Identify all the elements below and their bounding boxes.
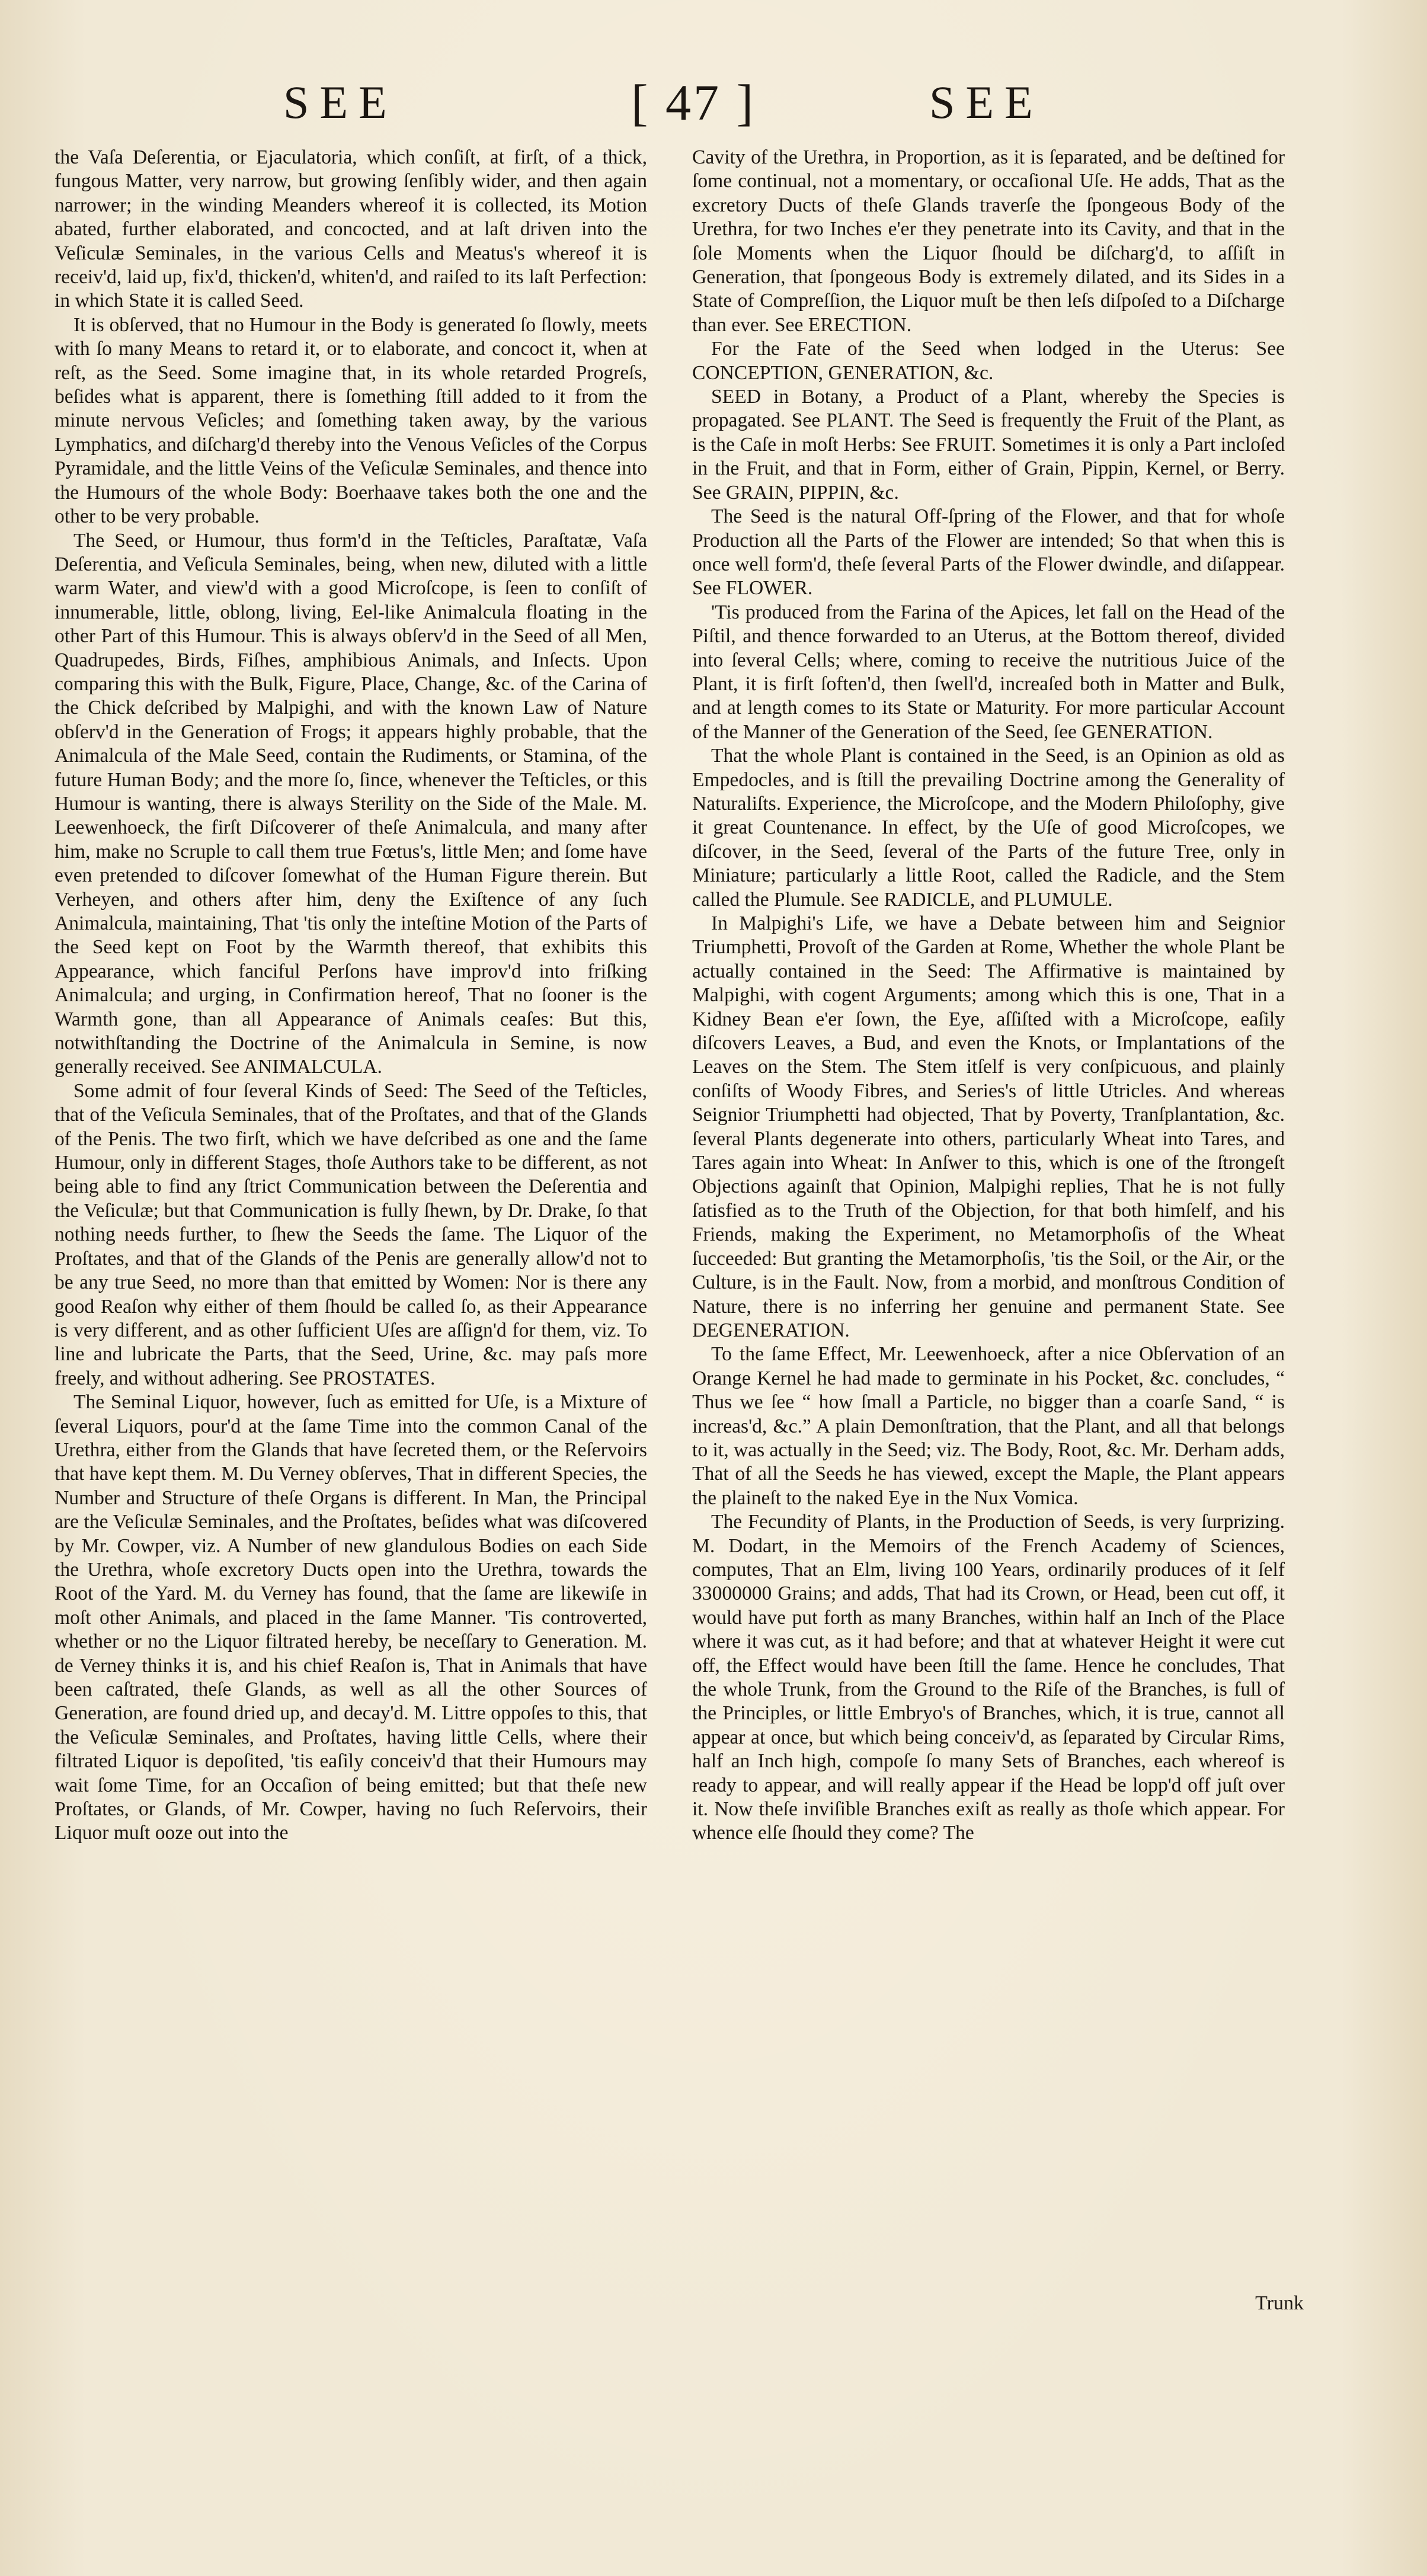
paragraph: It is obſerved, that no Humour in the Body is generated ſo ſlowly, meets with ſo many Means to retard it, or to elaborate, and concoct it, when at reſt, as the Seed. Some imagine that, in its whole retarded Progreſs, beſides what is apparent, there is ſomething ſtill added to it from the minute nervous Veſicles; and ſomething taken away, by the various Lymphatics, and diſcharg'd thereby into the Venous Veſicles of the Corpus Pyramidale, and the little Veins of the Veſiculæ Seminales, and thence into the Humours of the whole Body: Boerhaave takes both the one and the other to be very probable.: [55, 313, 647, 528]
paragraph: The Fecundity of Plants, in the Production of Seeds, is very ſurprizing. M. Dodart, in the Memoirs of the French Academy of Sciences, computes, That an Elm, living 100 Years, ordinarily produces of it ſelf 33000000 Grains; and adds, That had its Crown, or Head, been cut off, it would have put forth as many Branches, within half an Inch of the Place where it was cut, as it had before; and that at whatever Height it were cut off, the Effect would have been ſtill the ſame. Hence he concludes, That the whole Trunk, from the Ground to the Riſe of the Branches, is full of the Principles, or little Embryo's of Branches, which, it is true, cannot all appear at once, but which being conceiv'd, as ſeparated by Circular Rims, half an Inch high, compoſe ſo many Sets of Branches, each whereof is ready to appear, and will really appear if the Head be lopp'd off juſt over it. Now theſe inviſible Branches exiſt as really as thoſe which appear. For whence elſe ſhould they come? The: [692, 1511, 1285, 1844]
paragraph: To the ſame Effect, Mr. Leewenhoeck, after a nice Obſervation of an Orange Kernel he had made to germinate in his Pocket, &c. concludes, “ Thus we ſee “ how ſmall a Particle, no bigger than a coarſe Sand, “ is increas'd, &c.” A plain Demonſtration, that the Plant, and all that belongs to it, was actually in the Seed; viz. The Body, Root, &c. Mr. Derham adds, That of all the Seeds he has viewed, except the Maple, the Plant appears the plaineſt to the naked Eye in the Nux Vomica.: [692, 1343, 1285, 1509]
paragraph: The Seminal Liquor, however, ſuch as emitted for Uſe, is a Mixture of ſeveral Liquors, pour'd at the ſame Time into the common Canal of the Urethra, either from the Glands that have ſecreted them, or the Reſervoirs that have kept them. M. Du Verney obſerves, That in different Species, the Number and Structure of theſe Organs is different. In Man, the Principal are the Veſiculæ Seminales, and the Proſtates, beſides what was diſcovered by Mr. Cowper, viz. A Number of new glandulous Bodies on each Side the Urethra, whoſe excretory Ducts open into the Urethra, towards the Root of the Yard. M. du Verney has found, that the ſame are likewiſe in moſt other Animals, and placed in the ſame Manner. 'Tis controverted, whether or no the Liquor filtrated hereby, be neceſſary to Generation. M. de Verney thinks it is, and his chief Reaſon is, That in Animals that have been caſtrated, theſe Glands, as well as all the other Sources of Generation, are found dried up, and decay'd. M. Littre oppoſes to this, that the Veſiculæ Seminales, and Proſtates, having little Cells, where their filtrated Liquor is depoſited, 'tis eaſily conceiv'd that their Humours may wait ſome Time, for an Occaſion of being emitted; but that theſe new Proſtates, or Glands, of Mr. Cowper, having no ſuch Reſervoirs, their Liquor muſt ooze out into the: [55, 1391, 647, 1844]
running-head: [0, 70, 1427, 135]
paragraph: Some admit of four ſeveral Kinds of Seed: The Seed of the Teſticles, that of the Veſicula Seminales, that of the Proſtates, and that of the Glands of the Penis. The two firſt, which we have deſcribed as one and the ſame Humour, only in different Stages, thoſe Authors take to be different, as not being able to find any ſtrict Communication between the Deſerentia and the Veſiculæ; but that Communication is fully ſhewn, by Dr. Drake, ſo that nothing needs further, to ſhew the Seeds the ſame. The Liquor of the Proſtates, and that of the Glands of the Penis are generally allow'd not to be any true Seed, no more than that emitted by Women: Nor is there any good Reaſon why either of them ſhould be called ſo, as their Appearance is very different, and as other ſufficient Uſes are aſſign'd for them, viz. To line and lubricate the Parts, that the Seed, Urine, &c. may paſs more freely, and without adhering. See PROSTATES.: [55, 1079, 647, 1389]
paragraph: The Seed is the natural Off-ſpring of the Flower, and that for whoſe Production all the Parts of the Flower are intended; So that when this is once well form'd, theſe ſeveral Parts of the Flower dwindle, and diſappear. See FLOWER.: [692, 505, 1285, 600]
paragraph: the Vaſa Deſerentia, or Ejaculatoria, which conſiſt, at firſt, of a thick, fungous Matter, very narrow, but growing ſenſibly wider, and then again narrower; in the winding Meanders whereof it is collected, its Motion abated, further elaborated, and concocted, and at laſt driven into the Veſiculæ Seminales, in the various Cells and Meatus's whereof it is receiv'd, laid up, fix'd, thicken'd, whiten'd, and raiſed to its laſt Perfection: in which State it is called Seed.: [55, 146, 647, 312]
paragraph: In Malpighi's Life, we have a Debate between him and Seignior Triumphetti, Provoſt of the Garden at Rome, Whether the whole Plant be actually contained in the Seed: The Affirmative is maintained by Malpighi, with cogent Arguments; among which this is one, That in a Kidney Bean e'er ſown, the Eye, aſſiſted with a Microſcope, eaſily diſcovers Leaves, a Bud, and even the Knots, or Implantations of the Leaves on the Stem. The Stem itſelf is very conſpicuous, and plainly conſiſts of Woody Fibres, and Series's of little Utricles. And whereas Seignior Triumphetti had objected, That by Poverty, Tranſplantation, &c. ſeveral Plants degenerate into others, particularly Wheat into Tares, and Tares again into Wheat: In Anſwer to this, which is one of the ſtrongeſt Objections againſt that Opinion, Malpighi replies, That he is not fully ſatisfied as to the Truth of the Objection, for that both himſelf, and his Friends, making the Experiment, no Metamorphoſis of the Wheat ſucceeded: But granting the Metamorphoſis, 'tis the Soil, or the Air, or the Culture, is in the Fault. Now, from a morbid, and monſtrous Condition of Nature, there is no inferring her genuine and permanent State. See DEGENERATION.: [692, 912, 1285, 1341]
paragraph: 'Tis produced from the Farina of the Apices, let fall on the Head of the Piſtil, and thence forwarded to an Uterus, at the Bottom thereof, divided into ſeveral Cells; where, coming to receive the nutritious Juice of the Plant, it is firſt ſoften'd, then ſwell'd, increaſed both in Matter and Bulk, and at length comes to its State or Maturity. For more particular Account of the Manner of the Generation of the Seed, ſee GENERATION.: [692, 601, 1285, 743]
left-column: [55, 146, 647, 1846]
paragraph: SEED in Botany, a Product of a Plant, whereby the Species is propagated. See PLANT. The Seed is frequently the Fruit of the Plant, as is the Caſe in moſt Herbs: See FRUIT. Sometimes it is only a Part incloſed in the Fruit, and that in Form, either of Grain, Pippin, Kernel, or Berry. See GRAIN, PIPPIN, &c.: [692, 386, 1285, 504]
running-head-right: SEE: [929, 76, 1044, 128]
page-number: [ 47 ]: [631, 74, 756, 131]
paragraph: That the whole Plant is contained in the Seed, is an Opinion as old as Empedocles, and is ſtill the prevailing Doctrine among the Generality of Naturaliſts. Experience, the Microſcope, and the Modern Philoſophy, give it great Countenance. In effect, by the Uſe of good Microſcopes, we diſcover, in the Seed, ſeveral of the Parts of the future Tree, only in Miniature; particularly a little Root, called the Radicle, and the Stem called the Plumule. See RADICLE, and PLUMULE.: [692, 745, 1285, 911]
paragraph: For the Fate of the Seed when lodged in the Uterus: See CONCEPTION, GENERATION, &c.: [692, 338, 1285, 384]
right-column: [692, 146, 1285, 1846]
paragraph: Cavity of the Urethra, in Proportion, as it is ſeparated, and be deſtined for ſome continual, not a momentary, or occaſional Uſe. He adds, That as the excretory Ducts of theſe Glands traverſe the ſpongeous Body of the Urethra, for two Inches e'er they penetrate into its Cavity, and that in the ſole Moments when the Liquor ſhould be diſcharg'd, to aſſiſt in Generation, that ſpongeous Body is extremely dilated, and its Sides in a State of Compreſſion, the Liquor muſt be then leſs diſpoſed to a Diſcharge than ever. See ERECTION.: [692, 146, 1285, 336]
running-head-left: SEE: [283, 76, 398, 128]
paragraph: The Seed, or Humour, thus form'd in the Teſticles, Paraſtatæ, Vaſa Deſerentia, and Veſicula Seminales, being, when new, diluted with a little warm Water, and view'd with a good Microſcope, is ſeen to conſiſt of innumerable, little, oblong, living, Eel-like Animalcula floating in the other Part of this Humour. This is always obſerv'd in the Seed of all Men, Quadrupedes, Birds, Fiſhes, amphibious Animals, and Inſects. Upon comparing this with the Bulk, Figure, Place, Change, &c. of the Carina of the Chick deſcribed by Malpighi, and with the known Law of Nature obſerv'd in the Generation of Frogs; it appears highly probable, that the Animalcula of the Male Seed, contain the Rudiments, or Stamina, of the future Human Body; and the more ſo, ſince, whenever the Teſticles, or this Humour is wanting, there is always Sterility on the Side of the Male. M. Leewenhoeck, the firſt Diſcoverer of theſe Animalcula, and many after him, make no Scruple to call them true Fœtus's, little Men; and ſome have even pretended to diſcover ſomewhat of the Human Figure therein. But Verheyen, and others after him, deny the Exiſtence of any ſuch Animalcula, maintaining, That 'tis only the inteſtine Motion of the Parts of the Seed kept on Foot by the Warmth thereof, that exhibits this Appearance, which fanciful Perſons have improv'd into friſking Animalcula; and urging, in Confirmation hereof, That no ſooner is the Warmth gone, than all Appearance of Animals ceaſes: But this, notwithſtanding the Doctrine of the Animalcula in Semine, is now generally received. See ANIMALCULA.: [55, 529, 647, 1078]
catchword: Trunk: [1255, 2292, 1304, 2314]
